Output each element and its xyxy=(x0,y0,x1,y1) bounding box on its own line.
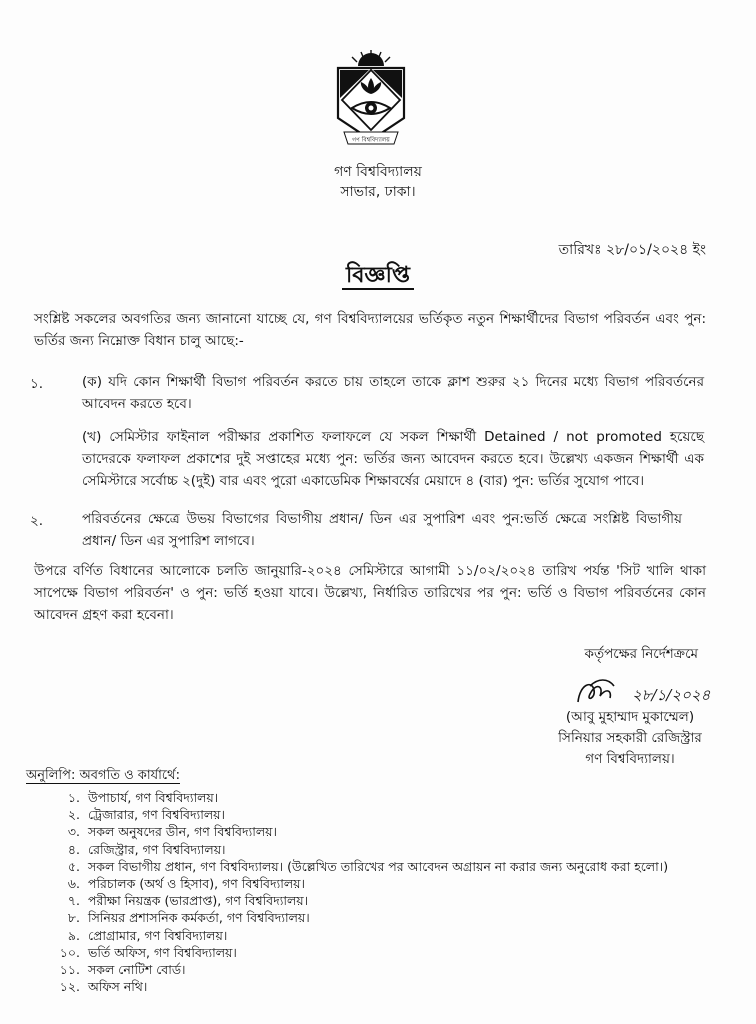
cc-list xyxy=(26,789,668,995)
cc-item-text: সকল নোটিশ বোর্ড। xyxy=(88,962,186,978)
cc-item-text: ভর্তি অফিস, গণ বিশ্ববিদ্যালয়। xyxy=(88,944,237,960)
signatory-organization: গণ বিশ্ববিদ্যালয়। xyxy=(585,751,675,767)
handwritten-signature xyxy=(570,672,750,712)
intro-paragraph: সংশ্লিষ্ট সকলের অবগতির জন্য জানানো যাচ্ছে যে, গণ বিশ্ববিদ্যালয়ের ভর্তিকৃত নতুন শিক্ষার্থীদের বিভাগ পরিবর্তন এবং পুন: ভর্তির জন্য নিম্নোক্ত বিধান চালু আছে:- xyxy=(34,311,706,349)
item-1-kha: (খ) সেমিস্টার ফাইনাল পরীক্ষার প্রকাশিত ফলাফলে যে সকল শিক্ষার্থী Detained / not promoted হয়েছে তাদেরকে ফলাফল প্রকাশের দুই সপ্তাহের মধ্যে পুন: ভর্তির জন্য আবেদন করতে হবে। উল্লেখ্য একজন শিক্ষার্থী এক সেমিস্টারে সর্বোচ্চ ২(দুই) বার এবং পুরো একাডেমিক শিক্ষাবর্ষের মেয়াদে ৪ (বার) পুন: ভর্তির সুযোগ পাবে। xyxy=(82,429,704,489)
cc-section xyxy=(26,766,668,995)
cc-item xyxy=(26,978,668,995)
cc-item-text: পরীক্ষা নিয়ন্ত্রক (ভারপ্রাপ্ত), গণ বিশ্ববিদ্যালয়। xyxy=(88,893,309,909)
cc-item-number: ১২. xyxy=(59,979,80,995)
cc-item xyxy=(26,927,668,944)
cc-item-text: অফিস নথি। xyxy=(88,979,148,995)
notice-date: তারিখঃ ২৮/০১/২০২৪ ইং xyxy=(558,242,706,258)
cc-item-number: ৫. xyxy=(67,858,80,874)
deadline-paragraph: উপরে বর্ণিত বিধানের আলোকে চলতি জানুয়ারি-২০২৪ সেমিস্টারে আগামী ১১/০২/২০২৪ তারিখ পর্যন্ত 'সিট খালি থাকা সাপেক্ষে বিভাগ পরিবর্তন' ও পুন: ভর্তি হওয়া যাবে। উল্লেখ্য, নির্ধারিত তারিখের পর পুন: ভর্তি ও বিভাগ পরিবর্তনের কোন আবেদন গ্রহণ করা হবেনা। xyxy=(34,563,706,623)
cc-item-number: ৩. xyxy=(67,824,80,840)
item-1-number: ১. xyxy=(30,376,44,392)
cc-item xyxy=(26,841,668,858)
cc-item-number: ৮. xyxy=(67,910,80,926)
cc-item xyxy=(26,909,668,926)
cc-item-number: ৯. xyxy=(67,927,80,943)
notice-title xyxy=(0,258,756,295)
cc-item-text: উপাচার্য, গণ বিশ্ববিদ্যালয়। xyxy=(88,790,219,805)
signatory-block xyxy=(530,707,730,770)
cc-item-number: ১০. xyxy=(59,944,80,960)
svg-text:গণ বিশ্ববিদ্যালয়: গণ বিশ্ববিদ্যালয় xyxy=(352,136,390,144)
university-logo xyxy=(330,48,412,148)
signature-date: ২৮/১/২০২৪ xyxy=(632,686,711,704)
cc-item xyxy=(26,806,668,823)
university-name: গণ বিশ্ববিদ্যালয় xyxy=(334,164,422,180)
signatory-designation: সিনিয়ার সহকারী রেজিস্ট্রার xyxy=(558,730,702,746)
university-address: সাভার, ঢাকা। xyxy=(340,184,416,200)
cc-item-number: ৬. xyxy=(67,876,80,892)
cc-item xyxy=(26,858,668,875)
cc-title: অনুলিপি: অবগতি ও কার্যার্থে: xyxy=(26,768,180,783)
cc-item xyxy=(26,823,668,840)
signatory-name: (আবু মুহাম্মাদ মুকাম্মেল) xyxy=(565,709,695,725)
cc-item-number: ৪. xyxy=(67,841,80,857)
cc-item xyxy=(26,875,668,892)
cc-item xyxy=(26,944,668,961)
item-1-ka: (ক) যদি কোন শিক্ষার্থী বিভাগ পরিবর্তন করতে চায় তাহলে তাকে ক্লাশ শুরুর ২১ দিনের মধ্যে বিভাগ পরিবর্তনের আবেদন করতে হবে। xyxy=(82,374,704,412)
cc-item-number: ১. xyxy=(67,790,80,805)
cc-item xyxy=(26,789,668,806)
cc-item-text: সকল অনুষদের ডীন, গণ বিশ্ববিদ্যালয়। xyxy=(88,824,277,840)
notice-title-text: বিজ্ঞপ্তি xyxy=(342,263,414,290)
cc-item-text: সিনিয়র প্রশাসনিক কর্মকর্তা, গণ বিশ্ববিদ্যালয়। xyxy=(88,910,310,926)
cc-item-text: পরিচালক (অর্থ ও হিসাব), গণ বিশ্ববিদ্যালয়। xyxy=(88,876,305,892)
item-2: পরিবর্তনের ক্ষেত্রে উভয় বিভাগের বিভাগীয় প্রধান/ ডিন এর সুপারিশ এবং পুন:ভর্তি ক্ষেত্রে সংশ্লিষ্ট বিভাগীয় প্রধান/ ডিন এর সুপারিশ লাগবে। xyxy=(82,511,682,549)
cc-item-text: প্রোগ্রামার, গণ বিশ্ববিদ্যালয়। xyxy=(88,927,228,943)
cc-item xyxy=(26,961,668,978)
cc-item-text: সকল বিভাগীয় প্রধান, গণ বিশ্ববিদ্যালয়। (উল্লেখিত তারিখের পর আবেদন অগ্রায়ন না করার জন্য অনুরোধ করা হলো।) xyxy=(88,858,669,874)
cc-item-text: ট্রেজারার, গণ বিশ্ববিদ্যালয়। xyxy=(88,807,225,823)
cc-item-number: ২. xyxy=(67,807,80,823)
item-2-number: ২. xyxy=(30,513,44,529)
authority-line: কর্তৃপক্ষের নির্দেশক্রমে xyxy=(584,646,698,662)
cc-item-number: ৭. xyxy=(67,893,80,909)
cc-item-text: রেজিস্ট্রার, গণ বিশ্ববিদ্যালয়। xyxy=(88,841,226,857)
cc-item xyxy=(26,892,668,909)
cc-item-number: ১১. xyxy=(59,962,80,978)
